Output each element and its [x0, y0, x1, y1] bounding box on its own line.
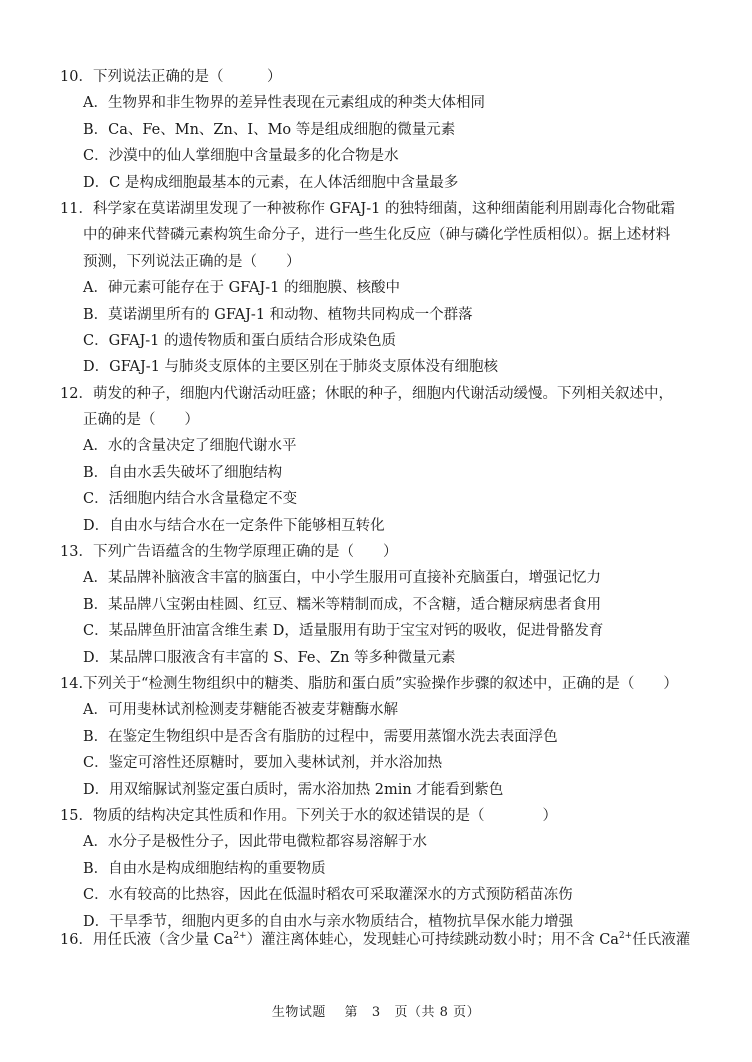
answer-option: B．某品牌八宝粥由桂圆、红豆、糯米等精制而成，不含糖，适合糖尿病患者食用	[83, 596, 602, 613]
answer-option: D．C 是构成细胞最基本的元素，在人体活细胞中含量最多	[83, 174, 459, 191]
question-stem: 15．物质的结构决定其性质和作用。下列关于水的叙述错误的是（ ）	[60, 807, 557, 824]
question-stem: 12．萌发的种子，细胞内代谢活动旺盛；休眠的种子，细胞内代谢活动缓慢。下列相关叙述中，	[60, 385, 673, 402]
question-block	[60, 64, 710, 196]
answer-option: A．水分子是极性分子，因此带电微粒都容易溶解于水	[83, 834, 427, 851]
answer-option: A．生物界和非生物界的差异性表现在元素组成的种类大体相同	[83, 95, 485, 112]
question-stem: 11．科学家在莫诺湖里发现了一种被称作 GFAJ-1 的独特细菌，这种细菌能利用剧毒化合物砒霜	[60, 200, 675, 217]
answer-option: C．活细胞内结合水含量稳定不变	[83, 491, 298, 508]
question-block	[60, 381, 710, 539]
answer-option: A．某品牌补脑液含丰富的脑蛋白，中小学生服用可直接补充脑蛋白，增强记忆力	[83, 570, 601, 587]
answer-option: C．鉴定可溶性还原糖时，要加入斐林试剂，并水浴加热	[83, 755, 443, 772]
question-16-stem: 16．用任氏液（含少量 $Ca^{2+}$）灌注离体蛙心，发现蛙心可持续跳动数小时；用不含 $Ca^{2+}$任氏液灌	[60, 931, 691, 948]
question-block	[60, 196, 710, 381]
answer-option: D．某品牌口服液含有丰富的 S、Fe、Zn 等多种微量元素	[83, 649, 456, 666]
answer-option: D．干旱季节，细胞内更多的自由水与亲水物质结合，植物抗旱保水能力增强	[83, 913, 574, 930]
answer-option: D．自由水与结合水在一定条件下能够相互转化	[83, 517, 385, 534]
answer-option: A．可用斐林试剂检测麦芽糖能否被麦芽糖酶水解	[83, 702, 398, 719]
answer-option: B．在鉴定生物组织中是否含有脂肪的过程中，需要用蒸馏水洗去表面浮色	[83, 728, 558, 745]
question-stem: 13．下列广告语蕴含的生物学原理正确的是（ ）	[60, 544, 398, 561]
answer-option: C．某品牌鱼肝油富含维生素 D，适量服用有助于宝宝对钙的吸收，促进骨骼发育	[83, 623, 604, 640]
footer-page-number: 3	[371, 1005, 381, 1020]
question-stem: 14.下列关于“检测生物组织中的糖类、脂肪和蛋白质”实验操作步骤的叙述中，正确的是（ ）	[60, 675, 678, 692]
question-block	[60, 539, 710, 671]
question-block	[60, 803, 710, 935]
question-block	[60, 671, 710, 803]
footer-subject: 生物试题	[271, 1005, 326, 1020]
page-footer	[0, 1001, 752, 1020]
answer-option: A．水的含量决定了细胞代谢水平	[83, 438, 297, 455]
question-stem-continued: 中的砷来代替磷元素构筑生命分子，进行一些生化反应（砷与磷化学性质相似）。据上述材料	[83, 227, 671, 244]
answer-option: B．Ca、Fe、Mn、Zn、I、Mo 等是组成细胞的微量元素	[83, 121, 456, 138]
answer-option: B．莫诺湖里所有的 GFAJ-1 和动物、植物共同构成一个群落	[83, 306, 473, 323]
question-stem: 10．下列说法正确的是（ ）	[60, 69, 282, 85]
question-stem-continued: 预测，下列说法正确的是（ ）	[83, 253, 301, 270]
answer-option: C．水有较高的比热容，因此在低温时稻农可采取灌深水的方式预防稻苗冻伤	[83, 887, 573, 904]
answer-option: A．砷元素可能存在于 GFAJ-1 的细胞膜、核酸中	[83, 280, 400, 297]
question-list	[60, 64, 710, 935]
footer-di: 第	[344, 1005, 358, 1020]
question-stem-continued: 正确的是（ ）	[83, 412, 199, 429]
answer-option: D．用双缩脲试剂鉴定蛋白质时，需水浴加热 2min 才能看到紫色	[83, 781, 504, 798]
answer-option: B．自由水丢失破坏了细胞结构	[83, 464, 283, 481]
answer-option: C．GFAJ-1 的遗传物质和蛋白质结合形成染色质	[83, 332, 396, 349]
footer-total-pages: 页（共 8 页）	[394, 1005, 481, 1020]
answer-option: B．自由水是构成细胞结构的重要物质	[83, 860, 326, 877]
answer-option: D．GFAJ-1 与肺炎支原体的主要区别在于肺炎支原体没有细胞核	[83, 359, 499, 376]
answer-option: C．沙漠中的仙人掌细胞中含量最多的化合物是水	[83, 148, 399, 165]
